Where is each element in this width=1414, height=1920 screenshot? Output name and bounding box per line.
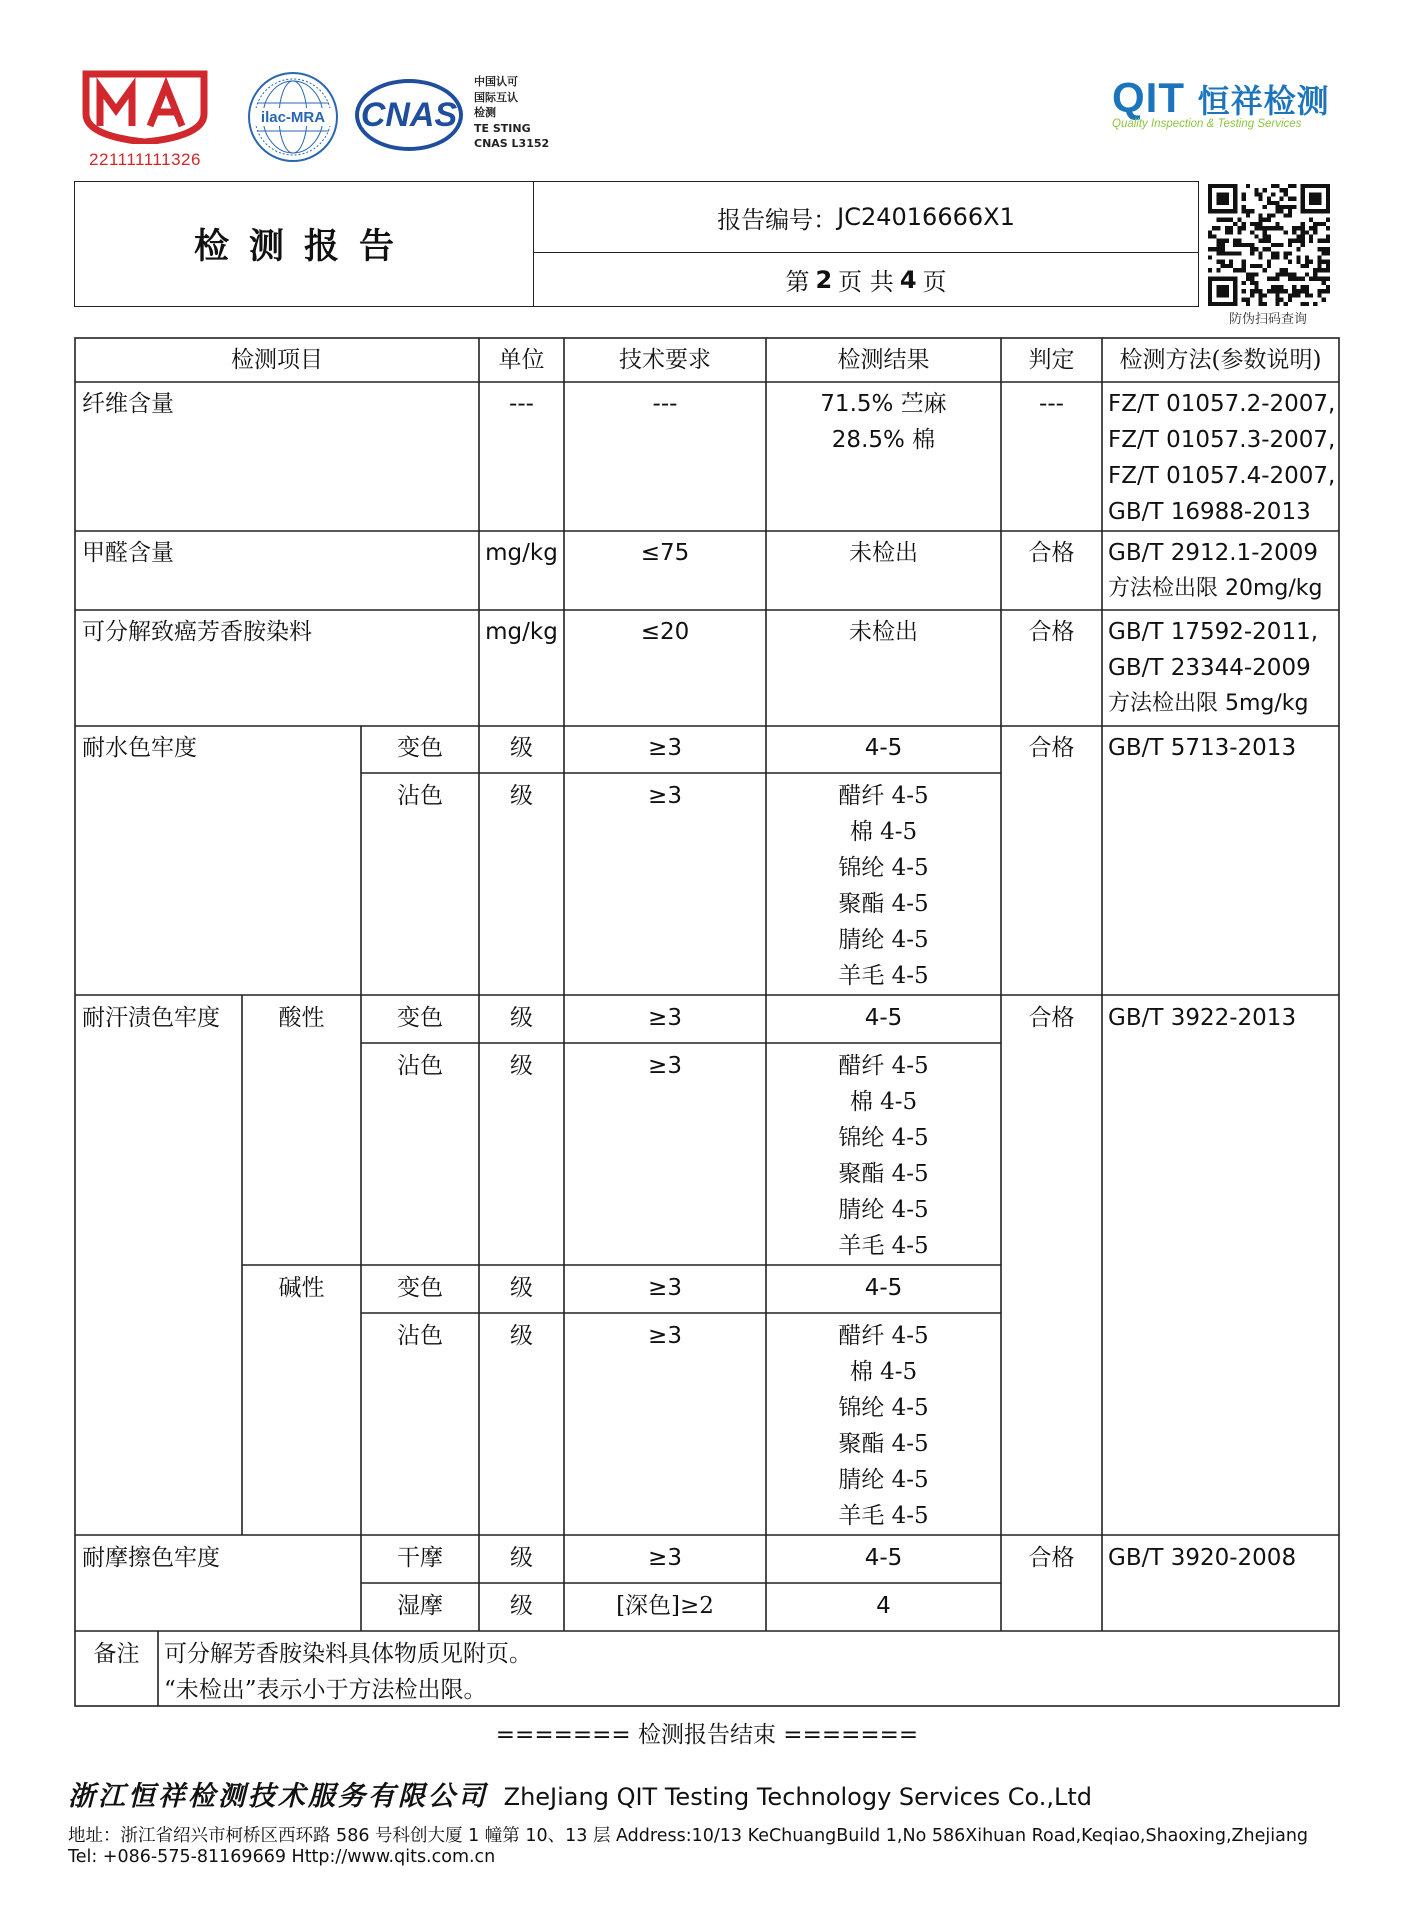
- acid-stain-unit: 级: [510, 1053, 533, 1079]
- alkali-stain-result: 腈纶 4-5: [838, 1467, 929, 1493]
- rubbing-method: GB/T 3920-2008: [1108, 1545, 1297, 1571]
- acid-change-requirement: ≥3: [648, 1005, 682, 1031]
- acid-change-result: 4-5: [864, 1005, 903, 1031]
- report-end-marker: ======= 检测报告结束 =======: [495, 1722, 919, 1748]
- water-change-label: 变色: [397, 735, 443, 761]
- company-name-en: ZheJiang QIT Testing Technology Services Co.,Ltd: [503, 1783, 1093, 1811]
- svg-text:CNAS: CNAS: [360, 96, 458, 134]
- cma-mark-icon: [78, 66, 212, 144]
- report-number-row: 报告编号： JC24016666X1: [534, 182, 1198, 253]
- header-method: 检测方法(参数说明): [1119, 347, 1322, 373]
- formaldehyde-method-2: 方法检出限 20mg/kg: [1108, 576, 1323, 601]
- azo-method-2: GB/T 23344-2009: [1108, 655, 1311, 681]
- perspiration-verdict: 合格: [1028, 1005, 1075, 1031]
- rubbing-dry-unit: 级: [510, 1545, 533, 1571]
- rubbing-wet-result: 4: [876, 1593, 891, 1619]
- azo-requirement: ≤20: [640, 619, 690, 645]
- water-verdict: 合格: [1028, 735, 1075, 761]
- azo-item: 可分解致癌芳香胺染料: [82, 619, 312, 645]
- acid-stain-label: 沾色: [397, 1053, 443, 1079]
- fiber-unit: ---: [509, 391, 534, 417]
- water-change-result: 4-5: [864, 735, 903, 761]
- acid-stain-result: 锦纶 4-5: [838, 1125, 929, 1151]
- fiber-method-2: FZ/T 01057.3-2007,: [1108, 427, 1336, 453]
- water-change-unit: 级: [510, 735, 533, 761]
- water-stain-unit: 级: [510, 783, 533, 809]
- alkali-change-label: 变色: [397, 1275, 443, 1301]
- remarks-label: 备注: [93, 1641, 140, 1667]
- formaldehyde-item: 甲醛含量: [82, 540, 174, 566]
- water-method: GB/T 5713-2013: [1108, 735, 1297, 761]
- alkali-stain-label: 沾色: [397, 1323, 443, 1349]
- cnas-caption: 中国认可 国际互认 检测 TE STING CNAS L3152: [474, 75, 550, 150]
- acid-stain-requirement: ≥3: [648, 1053, 682, 1079]
- fiber-requirement: ---: [652, 391, 678, 417]
- water-stain-result: 腈纶 4-5: [838, 927, 929, 953]
- rubbing-wet-label: 湿摩: [397, 1593, 443, 1619]
- water-stain-result: 醋纤 4-5: [838, 783, 929, 809]
- alkali-change-unit: 级: [510, 1275, 533, 1301]
- perspiration-item: 耐汗渍色牢度: [82, 1005, 220, 1031]
- acid-stain-result: 聚酯 4-5: [838, 1161, 929, 1187]
- rubbing-dry-result: 4-5: [864, 1545, 903, 1571]
- alkali-stain-result: 羊毛 4-5: [838, 1503, 929, 1529]
- fiber-result-1: 71.5% 苎麻: [820, 391, 947, 417]
- qit-tagline: Quality Inspection & Testing Services: [1112, 118, 1302, 130]
- azo-result: 未检出: [849, 619, 918, 645]
- alkali-change-requirement: ≥3: [648, 1275, 682, 1301]
- azo-method-1: GB/T 17592-2011,: [1108, 619, 1319, 645]
- cma-number: 221111111326: [89, 150, 201, 169]
- alkali-stain-requirement: ≥3: [648, 1323, 682, 1349]
- azo-method-3: 方法检出限 5mg/kg: [1108, 691, 1309, 716]
- company-name: [68, 1774, 1092, 1813]
- qr-caption: 防伪扫码查询: [1228, 312, 1307, 327]
- water-stain-label: 沾色: [397, 783, 443, 809]
- formaldehyde-result: 未检出: [849, 540, 918, 566]
- company-contact: Tel: +086-575-81169669 Http://www.qits.com.cn: [68, 1847, 496, 1867]
- azo-verdict: 合格: [1028, 619, 1075, 645]
- ilac-mra-logo-icon: [246, 70, 340, 164]
- rubbing-dry-requirement: ≥3: [648, 1545, 682, 1571]
- fiber-method-4: GB/T 16988-2013: [1108, 499, 1311, 525]
- water-stain-result: 锦纶 4-5: [838, 855, 929, 881]
- formaldehyde-verdict: 合格: [1028, 540, 1075, 566]
- perspiration-acid-label: 酸性: [278, 1005, 325, 1031]
- report-title-box: [74, 181, 1199, 307]
- rubbing-item: 耐摩擦色牢度: [82, 1545, 220, 1571]
- fiber-verdict: ---: [1039, 391, 1064, 417]
- remarks-line-1: 可分解芳香胺染料具体物质见附页。: [164, 1641, 532, 1667]
- rubbing-dry-label: 干摩: [397, 1545, 443, 1571]
- fiber-item: 纤维含量: [82, 391, 174, 417]
- svg-text:ilac-MRA: ilac-MRA: [260, 109, 326, 126]
- page-current: 2: [815, 265, 833, 294]
- perspiration-alkali-label: 碱性: [278, 1275, 325, 1301]
- rubbing-wet-unit: 级: [510, 1593, 533, 1619]
- fiber-result-2: 28.5% 棉: [831, 427, 936, 453]
- report-number: JC24016666X1: [837, 203, 1015, 231]
- header-item: 检测项目: [231, 347, 323, 373]
- rubbing-verdict: 合格: [1028, 1545, 1075, 1571]
- page-indicator: 第 2 页 共 4 页: [785, 265, 947, 296]
- qr-code-icon[interactable]: [1208, 184, 1330, 306]
- qit-logo: [1112, 74, 1342, 130]
- water-stain-result: 聚酯 4-5: [838, 891, 929, 917]
- formaldehyde-method-1: GB/T 2912.1-2009: [1108, 540, 1319, 566]
- rubbing-wet-requirement: [深色]≥2: [616, 1593, 714, 1619]
- perspiration-method: GB/T 3922-2013: [1108, 1005, 1297, 1031]
- report-title: 检测报告: [193, 226, 414, 267]
- qit-brand: QIT: [1112, 74, 1185, 121]
- acid-stain-result: 棉 4-5: [849, 1089, 918, 1115]
- header-requirement: 技术要求: [619, 347, 711, 373]
- acid-stain-result: 腈纶 4-5: [838, 1197, 929, 1223]
- acid-stain-result: 醋纤 4-5: [838, 1053, 929, 1079]
- cma-logo: [78, 66, 212, 170]
- acid-change-label: 变色: [397, 1005, 443, 1031]
- header-verdict: 判定: [1028, 347, 1075, 373]
- qit-cn-name: 恒祥检测: [1197, 83, 1330, 119]
- header-result: 检测结果: [837, 347, 930, 373]
- company-name-cn: 浙江恒祥检测技术服务有限公司: [68, 1781, 488, 1812]
- company-address: 地址：浙江省绍兴市柯桥区西环路 586 号科创大厦 1 幢第 10、13 层 Address:10/13 KeChuangBuild 1,No 586Xihuan Road,Keqiao,Shaoxing,Zhejiang: [68, 1826, 1309, 1846]
- alkali-change-result: 4-5: [864, 1275, 903, 1301]
- fiber-method-3: FZ/T 01057.4-2007,: [1108, 463, 1336, 489]
- water-stain-result: 羊毛 4-5: [838, 963, 929, 989]
- header-unit: 单位: [498, 347, 545, 373]
- water-change-requirement: ≥3: [648, 735, 682, 761]
- water-stain-result: 棉 4-5: [849, 819, 918, 845]
- cnas-logo-icon: [352, 76, 466, 154]
- acid-stain-result: 羊毛 4-5: [838, 1233, 929, 1259]
- alkali-stain-result: 棉 4-5: [849, 1359, 918, 1385]
- remarks-line-2: “未检出”表示小于方法检出限。: [164, 1677, 487, 1703]
- alkali-stain-result: 锦纶 4-5: [838, 1395, 929, 1421]
- page-total: 4: [899, 265, 917, 294]
- alkali-stain-unit: 级: [510, 1323, 533, 1349]
- water-item: 耐水色牢度: [82, 735, 197, 761]
- alkali-stain-result: 醋纤 4-5: [838, 1323, 929, 1349]
- formaldehyde-unit: mg/kg: [485, 540, 558, 566]
- fiber-method-1: FZ/T 01057.2-2007,: [1108, 391, 1336, 417]
- azo-unit: mg/kg: [485, 619, 558, 645]
- alkali-stain-result: 聚酯 4-5: [838, 1431, 929, 1457]
- water-stain-requirement: ≥3: [648, 783, 682, 809]
- acid-change-unit: 级: [510, 1005, 533, 1031]
- formaldehyde-requirement: ≤75: [640, 540, 690, 566]
